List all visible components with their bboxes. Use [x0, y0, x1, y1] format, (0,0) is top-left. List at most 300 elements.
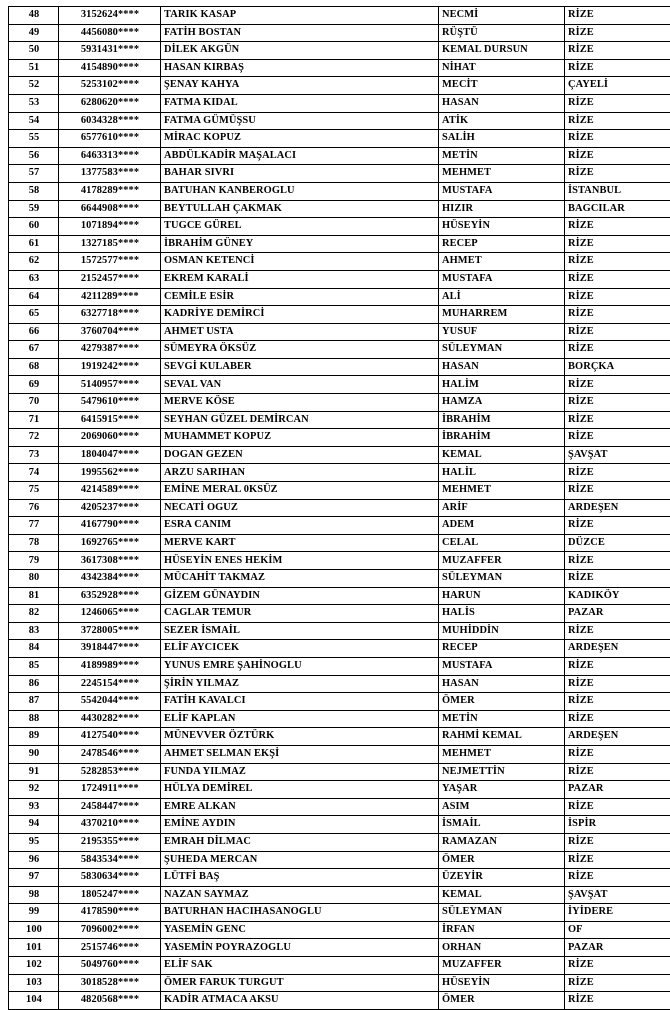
- cell-city: ARDEŞEN: [565, 640, 670, 658]
- cell-city: RİZE: [565, 974, 670, 992]
- cell-full-name: ELİF SAK: [161, 957, 439, 975]
- cell-father-name: MEHMET: [439, 165, 565, 183]
- cell-full-name: ELİF AYCICEK: [161, 640, 439, 658]
- cell-father-name: MUSTAFA: [439, 182, 565, 200]
- cell-id-masked: 1071894****: [59, 218, 161, 236]
- cell-row-number: 70: [9, 394, 59, 412]
- cell-id-masked: 5479610****: [59, 394, 161, 412]
- table-row: [9, 657, 670, 675]
- table-row: [9, 59, 670, 77]
- cell-father-name: HÜSEYİN: [439, 974, 565, 992]
- cell-full-name: EMRAH DİLMAC: [161, 833, 439, 851]
- cell-row-number: 78: [9, 534, 59, 552]
- cell-id-masked: 4189989****: [59, 657, 161, 675]
- cell-full-name: SEYHAN GÜZEL DEMİRCAN: [161, 411, 439, 429]
- cell-father-name: İBRAHİM: [439, 411, 565, 429]
- cell-row-number: 52: [9, 77, 59, 95]
- cell-father-name: HARUN: [439, 587, 565, 605]
- cell-row-number: 82: [9, 605, 59, 623]
- cell-father-name: CELAL: [439, 534, 565, 552]
- table-row: [9, 112, 670, 130]
- cell-row-number: 71: [9, 411, 59, 429]
- cell-id-masked: 5049760****: [59, 957, 161, 975]
- cell-father-name: HALİS: [439, 605, 565, 623]
- table-row: [9, 939, 670, 957]
- cell-father-name: ORHAN: [439, 939, 565, 957]
- table-row: [9, 675, 670, 693]
- cell-id-masked: 4154890****: [59, 59, 161, 77]
- cell-city: RİZE: [565, 112, 670, 130]
- cell-father-name: ÖMER: [439, 992, 565, 1010]
- cell-father-name: HASAN: [439, 675, 565, 693]
- cell-city: İSPİR: [565, 816, 670, 834]
- table-row: [9, 482, 670, 500]
- records-table: [8, 6, 670, 1010]
- cell-father-name: SÜLEYMAN: [439, 341, 565, 359]
- cell-row-number: 68: [9, 358, 59, 376]
- cell-father-name: HASAN: [439, 94, 565, 112]
- table-row: [9, 605, 670, 623]
- cell-father-name: AHMET: [439, 253, 565, 271]
- table-row: [9, 833, 670, 851]
- cell-father-name: YUSUF: [439, 323, 565, 341]
- cell-city: RİZE: [565, 130, 670, 148]
- cell-id-masked: 4456080****: [59, 24, 161, 42]
- cell-full-name: GİZEM GÜNAYDIN: [161, 587, 439, 605]
- cell-row-number: 91: [9, 763, 59, 781]
- cell-full-name: BATUHAN KANBEROGLU: [161, 182, 439, 200]
- cell-city: RİZE: [565, 710, 670, 728]
- cell-id-masked: 5830634****: [59, 869, 161, 887]
- cell-row-number: 81: [9, 587, 59, 605]
- cell-city: PAZAR: [565, 605, 670, 623]
- cell-id-masked: 1724911****: [59, 781, 161, 799]
- table-row: [9, 165, 670, 183]
- cell-full-name: ARZU SARIHAN: [161, 464, 439, 482]
- table-row: [9, 235, 670, 253]
- cell-father-name: MUSTAFA: [439, 270, 565, 288]
- table-row: [9, 253, 670, 271]
- table-row: [9, 921, 670, 939]
- cell-row-number: 101: [9, 939, 59, 957]
- cell-full-name: ŞİRİN YILMAZ: [161, 675, 439, 693]
- table-row: [9, 376, 670, 394]
- cell-city: PAZAR: [565, 939, 670, 957]
- cell-full-name: EMRE ALKAN: [161, 798, 439, 816]
- cell-father-name: HÜSEYİN: [439, 218, 565, 236]
- cell-city: RİZE: [565, 517, 670, 535]
- cell-city: BORÇKA: [565, 358, 670, 376]
- table-row: [9, 499, 670, 517]
- cell-row-number: 65: [9, 306, 59, 324]
- cell-city: İSTANBUL: [565, 182, 670, 200]
- table-row: [9, 147, 670, 165]
- table-row: [9, 622, 670, 640]
- cell-full-name: SEVAL VAN: [161, 376, 439, 394]
- cell-father-name: YAŞAR: [439, 781, 565, 799]
- cell-full-name: İBRAHİM GÜNEY: [161, 235, 439, 253]
- cell-row-number: 66: [9, 323, 59, 341]
- cell-id-masked: 4279387****: [59, 341, 161, 359]
- cell-father-name: ASIM: [439, 798, 565, 816]
- table-row: [9, 816, 670, 834]
- cell-id-masked: 5140957****: [59, 376, 161, 394]
- table-row: [9, 904, 670, 922]
- records-table-body: [9, 7, 670, 1010]
- cell-id-masked: 2245154****: [59, 675, 161, 693]
- cell-id-masked: 5282853****: [59, 763, 161, 781]
- table-row: [9, 130, 670, 148]
- cell-row-number: 76: [9, 499, 59, 517]
- cell-city: RİZE: [565, 552, 670, 570]
- table-row: [9, 182, 670, 200]
- cell-id-masked: 1692765****: [59, 534, 161, 552]
- cell-row-number: 98: [9, 886, 59, 904]
- cell-row-number: 77: [9, 517, 59, 535]
- cell-city: BAGCILAR: [565, 200, 670, 218]
- cell-row-number: 51: [9, 59, 59, 77]
- cell-city: ARDEŞEN: [565, 499, 670, 517]
- cell-father-name: ÖMER: [439, 851, 565, 869]
- cell-full-name: ABDÜLKADİR MAŞALACI: [161, 147, 439, 165]
- cell-city: RİZE: [565, 218, 670, 236]
- cell-full-name: HASAN KIRBAŞ: [161, 59, 439, 77]
- cell-city: RİZE: [565, 235, 670, 253]
- cell-full-name: SEVGİ KULABER: [161, 358, 439, 376]
- cell-full-name: ESRA CANIM: [161, 517, 439, 535]
- cell-full-name: MÜNEVVER ÖZTÜRK: [161, 728, 439, 746]
- cell-city: RİZE: [565, 7, 670, 25]
- cell-row-number: 86: [9, 675, 59, 693]
- cell-full-name: KADİR ATMACA AKSU: [161, 992, 439, 1010]
- table-row: [9, 411, 670, 429]
- cell-id-masked: 2152457****: [59, 270, 161, 288]
- table-row: [9, 218, 670, 236]
- cell-id-masked: 4370210****: [59, 816, 161, 834]
- cell-city: PAZAR: [565, 781, 670, 799]
- cell-full-name: ŞENAY KAHYA: [161, 77, 439, 95]
- cell-father-name: ALİ: [439, 288, 565, 306]
- cell-father-name: ARİF: [439, 499, 565, 517]
- cell-father-name: ATİK: [439, 112, 565, 130]
- cell-id-masked: 5253102****: [59, 77, 161, 95]
- cell-row-number: 58: [9, 182, 59, 200]
- cell-full-name: ŞUHEDA MERCAN: [161, 851, 439, 869]
- cell-city: DÜZCE: [565, 534, 670, 552]
- table-row: [9, 974, 670, 992]
- cell-full-name: AHMET SELMAN EKŞİ: [161, 745, 439, 763]
- cell-father-name: MECİT: [439, 77, 565, 95]
- cell-row-number: 74: [9, 464, 59, 482]
- cell-id-masked: 1572577****: [59, 253, 161, 271]
- cell-row-number: 84: [9, 640, 59, 658]
- cell-father-name: MUZAFFER: [439, 552, 565, 570]
- cell-city: RİZE: [565, 165, 670, 183]
- cell-id-masked: 6463313****: [59, 147, 161, 165]
- cell-id-masked: 3018528****: [59, 974, 161, 992]
- table-row: [9, 869, 670, 887]
- cell-id-masked: 1377583****: [59, 165, 161, 183]
- cell-full-name: YASEMİN GENC: [161, 921, 439, 939]
- cell-id-masked: 7096002****: [59, 921, 161, 939]
- cell-full-name: EKREM KARALİ: [161, 270, 439, 288]
- cell-full-name: FATİH KAVALCI: [161, 693, 439, 711]
- cell-city: RİZE: [565, 147, 670, 165]
- table-row: [9, 358, 670, 376]
- cell-id-masked: 1995562****: [59, 464, 161, 482]
- cell-id-masked: 3918447****: [59, 640, 161, 658]
- cell-city: RİZE: [565, 306, 670, 324]
- cell-id-masked: 4211289****: [59, 288, 161, 306]
- cell-row-number: 69: [9, 376, 59, 394]
- cell-father-name: RAHMİ KEMAL: [439, 728, 565, 746]
- cell-full-name: BATURHAN HACIHASANOGLU: [161, 904, 439, 922]
- table-row: [9, 640, 670, 658]
- cell-row-number: 64: [9, 288, 59, 306]
- table-row: [9, 534, 670, 552]
- cell-city: RİZE: [565, 411, 670, 429]
- table-row: [9, 7, 670, 25]
- cell-row-number: 80: [9, 570, 59, 588]
- cell-id-masked: 4127540****: [59, 728, 161, 746]
- cell-full-name: MERVE KÖSE: [161, 394, 439, 412]
- cell-city: RİZE: [565, 253, 670, 271]
- table-row: [9, 745, 670, 763]
- cell-id-masked: 3152624****: [59, 7, 161, 25]
- cell-row-number: 100: [9, 921, 59, 939]
- cell-id-masked: 1805247****: [59, 886, 161, 904]
- cell-id-masked: 4342384****: [59, 570, 161, 588]
- cell-row-number: 59: [9, 200, 59, 218]
- cell-row-number: 53: [9, 94, 59, 112]
- cell-row-number: 104: [9, 992, 59, 1010]
- cell-id-masked: 5542044****: [59, 693, 161, 711]
- cell-city: ŞAVŞAT: [565, 446, 670, 464]
- cell-row-number: 62: [9, 253, 59, 271]
- cell-city: RİZE: [565, 570, 670, 588]
- table-row: [9, 464, 670, 482]
- cell-row-number: 87: [9, 693, 59, 711]
- cell-id-masked: 6415915****: [59, 411, 161, 429]
- table-row: [9, 270, 670, 288]
- table-row: [9, 323, 670, 341]
- cell-id-masked: 2478546****: [59, 745, 161, 763]
- cell-row-number: 56: [9, 147, 59, 165]
- cell-id-masked: 1919242****: [59, 358, 161, 376]
- cell-father-name: HASAN: [439, 358, 565, 376]
- cell-full-name: CAGLAR TEMUR: [161, 605, 439, 623]
- cell-row-number: 57: [9, 165, 59, 183]
- cell-full-name: FATMA KIDAL: [161, 94, 439, 112]
- cell-row-number: 85: [9, 657, 59, 675]
- cell-city: RİZE: [565, 376, 670, 394]
- cell-father-name: NECMİ: [439, 7, 565, 25]
- cell-id-masked: 4178590****: [59, 904, 161, 922]
- cell-full-name: HÜLYA DEMİREL: [161, 781, 439, 799]
- cell-full-name: YUNUS EMRE ŞAHİNOGLU: [161, 657, 439, 675]
- cell-father-name: HALİL: [439, 464, 565, 482]
- table-row: [9, 851, 670, 869]
- cell-father-name: METİN: [439, 710, 565, 728]
- cell-father-name: ADEM: [439, 517, 565, 535]
- cell-id-masked: 4167790****: [59, 517, 161, 535]
- table-row: [9, 341, 670, 359]
- cell-city: RİZE: [565, 745, 670, 763]
- cell-row-number: 94: [9, 816, 59, 834]
- cell-father-name: RAMAZAN: [439, 833, 565, 851]
- cell-full-name: FUNDA YILMAZ: [161, 763, 439, 781]
- cell-id-masked: 4205237****: [59, 499, 161, 517]
- cell-row-number: 60: [9, 218, 59, 236]
- table-row: [9, 77, 670, 95]
- cell-row-number: 72: [9, 429, 59, 447]
- cell-city: RİZE: [565, 394, 670, 412]
- cell-full-name: NAZAN SAYMAZ: [161, 886, 439, 904]
- cell-city: KADIKÖY: [565, 587, 670, 605]
- cell-father-name: HAMZA: [439, 394, 565, 412]
- cell-full-name: BEYTULLAH ÇAKMAK: [161, 200, 439, 218]
- cell-row-number: 63: [9, 270, 59, 288]
- cell-row-number: 73: [9, 446, 59, 464]
- cell-father-name: MEHMET: [439, 745, 565, 763]
- cell-city: RİZE: [565, 323, 670, 341]
- cell-father-name: MUZAFFER: [439, 957, 565, 975]
- table-row: [9, 992, 670, 1010]
- cell-id-masked: 5843534****: [59, 851, 161, 869]
- cell-id-masked: 1327185****: [59, 235, 161, 253]
- cell-father-name: NEJMETTİN: [439, 763, 565, 781]
- table-row: [9, 446, 670, 464]
- cell-id-masked: 2195355****: [59, 833, 161, 851]
- cell-full-name: BAHAR SIVRI: [161, 165, 439, 183]
- cell-full-name: MİRAC KOPUZ: [161, 130, 439, 148]
- table-row: [9, 587, 670, 605]
- cell-full-name: ÖMER FARUK TURGUT: [161, 974, 439, 992]
- cell-father-name: KEMAL DURSUN: [439, 42, 565, 60]
- cell-father-name: ÜZEYİR: [439, 869, 565, 887]
- cell-id-masked: 4820568****: [59, 992, 161, 1010]
- cell-id-masked: 3728005****: [59, 622, 161, 640]
- cell-full-name: YASEMİN POYRAZOGLU: [161, 939, 439, 957]
- cell-row-number: 93: [9, 798, 59, 816]
- cell-father-name: SÜLEYMAN: [439, 570, 565, 588]
- cell-row-number: 96: [9, 851, 59, 869]
- cell-id-masked: 4430282****: [59, 710, 161, 728]
- cell-row-number: 75: [9, 482, 59, 500]
- cell-id-masked: 4214589****: [59, 482, 161, 500]
- cell-city: RİZE: [565, 992, 670, 1010]
- cell-city: RİZE: [565, 24, 670, 42]
- cell-full-name: DİLEK AKGÜN: [161, 42, 439, 60]
- table-row: [9, 886, 670, 904]
- cell-row-number: 103: [9, 974, 59, 992]
- cell-row-number: 92: [9, 781, 59, 799]
- cell-city: RİZE: [565, 763, 670, 781]
- cell-father-name: KEMAL: [439, 886, 565, 904]
- cell-id-masked: 6280620****: [59, 94, 161, 112]
- cell-father-name: SÜLEYMAN: [439, 904, 565, 922]
- cell-full-name: SEZER İSMAİL: [161, 622, 439, 640]
- cell-full-name: TUGCE GÜREL: [161, 218, 439, 236]
- cell-id-masked: 6034328****: [59, 112, 161, 130]
- cell-city: RİZE: [565, 270, 670, 288]
- cell-father-name: KEMAL: [439, 446, 565, 464]
- cell-row-number: 54: [9, 112, 59, 130]
- table-row: [9, 552, 670, 570]
- cell-full-name: NECATİ OGUZ: [161, 499, 439, 517]
- cell-id-masked: 6352928****: [59, 587, 161, 605]
- cell-full-name: HÜSEYİN ENES HEKİM: [161, 552, 439, 570]
- cell-city: RİZE: [565, 622, 670, 640]
- cell-row-number: 90: [9, 745, 59, 763]
- cell-id-masked: 3760704****: [59, 323, 161, 341]
- cell-father-name: İRFAN: [439, 921, 565, 939]
- cell-father-name: MEHMET: [439, 482, 565, 500]
- cell-full-name: AHMET USTA: [161, 323, 439, 341]
- cell-id-masked: 3617308****: [59, 552, 161, 570]
- cell-row-number: 97: [9, 869, 59, 887]
- table-row: [9, 394, 670, 412]
- cell-row-number: 89: [9, 728, 59, 746]
- table-row: [9, 957, 670, 975]
- cell-row-number: 49: [9, 24, 59, 42]
- cell-full-name: MÜCAHİT TAKMAZ: [161, 570, 439, 588]
- cell-id-masked: 6577610****: [59, 130, 161, 148]
- cell-city: ŞAVŞAT: [565, 886, 670, 904]
- cell-city: İYİDERE: [565, 904, 670, 922]
- cell-full-name: FATİH BOSTAN: [161, 24, 439, 42]
- cell-city: RİZE: [565, 341, 670, 359]
- cell-father-name: METİN: [439, 147, 565, 165]
- cell-full-name: MERVE KART: [161, 534, 439, 552]
- table-row: [9, 306, 670, 324]
- cell-father-name: HALİM: [439, 376, 565, 394]
- cell-id-masked: 6644908****: [59, 200, 161, 218]
- cell-father-name: MUHİDDİN: [439, 622, 565, 640]
- cell-city: RİZE: [565, 288, 670, 306]
- cell-full-name: FATMA GÜMÜŞSU: [161, 112, 439, 130]
- cell-full-name: EMİNE MERAL 0KSÜZ: [161, 482, 439, 500]
- cell-father-name: NİHAT: [439, 59, 565, 77]
- table-row: [9, 517, 670, 535]
- cell-father-name: İSMAİL: [439, 816, 565, 834]
- cell-city: RİZE: [565, 482, 670, 500]
- cell-id-masked: 2458447****: [59, 798, 161, 816]
- table-row: [9, 429, 670, 447]
- cell-city: RİZE: [565, 94, 670, 112]
- cell-full-name: LÜTFİ BAŞ: [161, 869, 439, 887]
- cell-row-number: 50: [9, 42, 59, 60]
- cell-city: RİZE: [565, 798, 670, 816]
- table-row: [9, 94, 670, 112]
- cell-full-name: TARIK KASAP: [161, 7, 439, 25]
- cell-city: OF: [565, 921, 670, 939]
- cell-full-name: MUHAMMET KOPUZ: [161, 429, 439, 447]
- cell-father-name: RECEP: [439, 640, 565, 658]
- cell-city: ARDEŞEN: [565, 728, 670, 746]
- cell-city: RİZE: [565, 675, 670, 693]
- cell-full-name: ELİF KAPLAN: [161, 710, 439, 728]
- cell-full-name: CEMİLE ESİR: [161, 288, 439, 306]
- cell-full-name: OSMAN KETENCİ: [161, 253, 439, 271]
- table-row: [9, 710, 670, 728]
- cell-id-masked: 4178289****: [59, 182, 161, 200]
- cell-row-number: 88: [9, 710, 59, 728]
- table-row: [9, 798, 670, 816]
- cell-father-name: İBRAHİM: [439, 429, 565, 447]
- cell-city: RİZE: [565, 693, 670, 711]
- cell-city: RİZE: [565, 869, 670, 887]
